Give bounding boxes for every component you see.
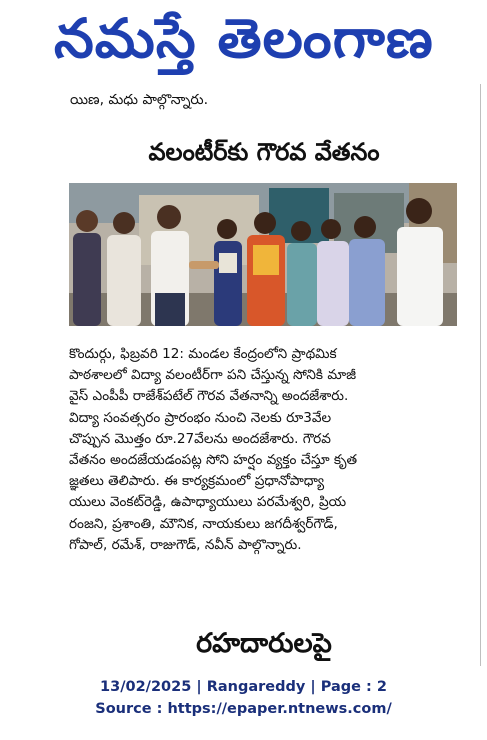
article-line: వేతనం అందజేయడంపట్ల సోని హర్షం వ్యక్తం చేస్తూ కృత: [69, 452, 358, 469]
article-line: చొప్పున మొత్తం రూ.27వేలను అందజేశారు. గౌరవ: [69, 430, 331, 447]
article-line: వైస్ ఎంపీపీ రాజేశ్‌పటేల్ గౌరవ వేతనాన్ని అందజేశారు.: [69, 388, 349, 405]
source-link[interactable]: Source : https://epaper.ntnews.com/: [95, 701, 392, 717]
source-footer: [0, 676, 487, 720]
previous-article-tail: యిణ, మధు పాల్గొన్నారు.: [70, 92, 209, 108]
masthead: [0, 0, 487, 78]
article-line: గోపాల్, రమేశ్, రాజుగౌడ్, నవీన్ పాల్గొన్నారు.: [69, 536, 302, 553]
article-line: యులు వెంకట్‌రెడ్డి, ఉపాధ్యాయులు పరమేశ్వరి, ప్రియ: [69, 494, 347, 511]
edition-info: 13/02/2025 | Rangareddy | Page : 2: [100, 679, 387, 695]
article-line: జ్ఞతలు తెలిపారు. ఈ కార్యక్రమంలో ప్రధానోపాధ్యా: [69, 473, 325, 490]
newspaper-title: నమస్తే తెలంగాణ: [53, 7, 434, 70]
article-line: రంజని, ప్రశాంతి, మౌనిక, నాయకులు జగదీశ్వర్‌గౌడ్,: [69, 515, 338, 532]
article-line: కొందుర్గు, ఫిబ్రవరి 12: మండల కేంద్రంలోని ప్రాథమిక: [69, 346, 337, 362]
article-headline: వలంటీర్‌కు గౌరవ వేతనం: [148, 138, 380, 166]
article-photo: [69, 183, 457, 326]
article-line: పాఠశాలలో విద్యా వలంటీర్‌గా పని చేస్తున్న సోనికి మాజీ: [69, 367, 357, 384]
next-article-headline: రహదారులపై: [196, 628, 332, 659]
article-body: [69, 344, 457, 556]
article-line: విద్యా సంవత్సరం ప్రారంభం నుంచి నెలకు రూ3వేల: [69, 409, 332, 426]
